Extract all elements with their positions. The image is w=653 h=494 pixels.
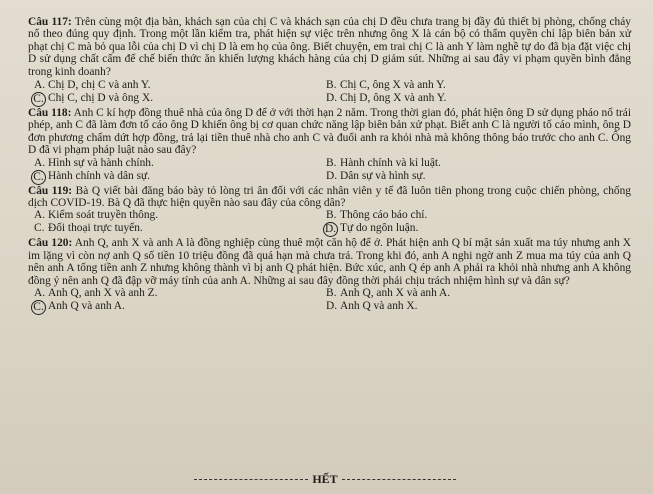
option-text: Hành chính và kỉ luật. (340, 156, 441, 169)
question-label: Câu 119: (28, 184, 73, 197)
options-118 (28, 157, 631, 183)
question-label: Câu 117: (28, 16, 72, 28)
option-119-b (320, 209, 631, 222)
question-118 (28, 107, 631, 183)
end-label: HẾT (312, 472, 338, 486)
option-text: Anh Q và anh X. (340, 300, 418, 313)
option-letter-circled: C. (31, 170, 46, 185)
option-letter-circled: C. (31, 92, 46, 107)
question-label: Câu 120: (28, 237, 73, 250)
option-117-b (320, 79, 631, 92)
option-letter: C. (34, 222, 45, 235)
option-text: Chị C, chị D và ông X. (48, 92, 154, 105)
question-117-text (28, 16, 631, 78)
option-text: Hành chính và dân sự. (48, 169, 151, 182)
option-letter: A. (34, 287, 46, 300)
option-letter-circled: D. (324, 223, 337, 236)
option-117-a (28, 79, 320, 92)
option-letter-circled: C. (31, 300, 46, 315)
option-118-d (320, 170, 631, 183)
end-marker (190, 472, 460, 487)
option-letter: B. (326, 209, 337, 222)
option-letter: A. (34, 209, 46, 222)
options-120 (28, 287, 631, 313)
option-118-b (320, 157, 631, 170)
option-text: Kiểm soát truyền thông. (48, 209, 159, 222)
question-119-text (28, 185, 631, 210)
option-letter: B. (326, 287, 337, 300)
option-117-d (320, 92, 631, 105)
options-119 (28, 209, 631, 235)
option-120-d (320, 300, 631, 313)
divider (194, 479, 308, 480)
option-letter: B. (326, 156, 337, 169)
question-body: Trên cùng một địa bàn, khách sạn của chị C và khách sạn của chị D đều chưa trang bị đầy đủ thiết bị phòng, chống cháy nổ theo đúng quy định. Trong một lần kiểm tra, phát hiện sự việc trên nhưng ông X là cán bộ có thẩm quyền chỉ lập biên bản xử phạt chị C mà bỏ qua lỗi của chị D vì chị D là em họ của ông. Biết chuyện, em trai chị C là anh Y làm nghề tự do đã bịa đặt việc chị D sử dụng chất cấm để chế biến thức ăn khiến lượng khách hàng của chị D giảm sút. Những ai sau đây vi phạm quyền bình đẳng trong kinh doanh? (28, 16, 631, 78)
question-120 (28, 237, 631, 313)
option-letter: A. (34, 79, 46, 92)
option-120-a (28, 287, 320, 300)
question-117 (28, 16, 631, 105)
option-120-c (28, 300, 320, 313)
option-letter: A. (34, 156, 46, 169)
option-119-d (320, 222, 631, 235)
question-118-text (28, 107, 631, 157)
question-body: Anh C kí hợp đồng thuê nhà của ông D để ở với thời hạn 2 năm. Trong thời gian đó, phát hiện ông D sử dụng pháo nổ trái phép, anh C đã làm đơn tố cáo ông D khiến ông bị cơ quan chức năng lập biên bản xử phạt. Biết anh C là người tố cáo mình, ông D đơn phương chấm dứt hợp đồng, trả lại tiền thuê nhà cho anh C và đuổi anh ra khỏi nhà mà không thông báo trước cho anh C. Ông D đã vi phạm pháp luật nào sau đây? (28, 107, 632, 157)
option-text: Hình sự và hành chính. (48, 156, 154, 169)
question-120-text (28, 237, 631, 287)
divider (342, 479, 456, 480)
option-118-c (28, 170, 320, 183)
option-letter: B. (326, 79, 337, 92)
option-text: Dân sự và hình sự. (340, 169, 426, 182)
option-text: Chị C, ông X và anh Y. (340, 79, 446, 92)
option-117-c (28, 92, 320, 105)
option-letter: D. (326, 92, 338, 105)
option-text: Tự do ngôn luận. (340, 222, 419, 235)
question-body: Bà Q viết bài đăng báo bày tỏ lòng tri ân đối với các nhân viên y tế đã luôn tiên phong trong cuộc chiến phòng, chống dịch COVID-19. Bà Q đã thực hiện quyền nào sau đây của công dân? (28, 184, 632, 210)
option-text: Chị D, ông X và anh Y. (340, 92, 447, 105)
option-119-c (28, 222, 320, 235)
option-letter: D. (326, 300, 338, 313)
question-body: Anh Q, anh X và anh A là đồng nghiệp cùng thuê một căn hộ để ở. Phát hiện anh Q bí mật sản xuất ma túy nhưng anh X im lặng vì còn nợ anh Q số tiền 10 triệu đồng đã quá hạn mà chưa trả. Trong khi đó, anh A nghi ngờ anh Z mua ma túy của anh Q nên anh A tống tiền anh Z nhưng không thành vì bị anh Q phát hiện. Bức xúc, anh Q ép anh A phải ra khỏi nhà nhưng anh A không đồng ý nên anh Q đã đập vỡ máy tính của anh A. Những ai sau đây đồng thời phải chịu trách nhiệm hình sự và dân sự? (28, 237, 632, 287)
option-120-b (320, 287, 631, 300)
question-119 (28, 185, 631, 236)
options-117 (28, 79, 631, 105)
option-text: Chị D, chị C và anh Y. (48, 79, 151, 92)
option-text: Anh Q, anh X và anh A. (340, 287, 451, 300)
option-text: Đối thoại trực tuyến. (48, 222, 143, 235)
option-118-a (28, 157, 320, 170)
question-label: Câu 118: (28, 107, 72, 120)
option-text: Anh Q và anh A. (48, 300, 125, 313)
option-119-a (28, 209, 320, 222)
option-letter: D. (326, 169, 338, 182)
option-text: Anh Q, anh X và anh Z. (48, 287, 158, 300)
option-text: Thông cáo báo chí. (340, 209, 428, 222)
